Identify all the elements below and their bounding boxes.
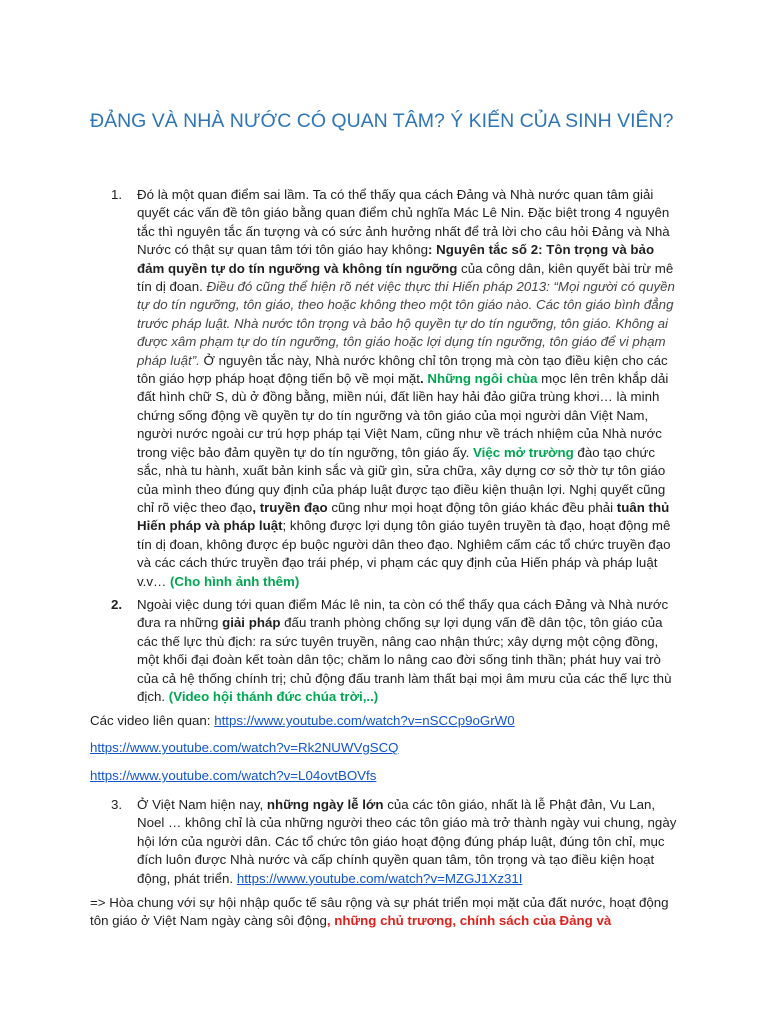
text: đấu tranh phòng chống sự lợi dụng vấn đề dân tộc, tôn giáo của các thế lực thù địch: ra sức tuyên truyền, nâng cao nhận thức; xây dựng một cộng đồng, một khối đại đoàn kết toàn dân tộc; chăm lo nâng cao đời sống tinh thần; phát huy vai trò của cả hệ thống chính trị; chủ động đấu tranh làm thất bại mọi âm mưu của các thế lực thù địch. <box>137 615 672 705</box>
bold-text: những ngày lễ lớn <box>266 797 384 812</box>
video-link-1[interactable]: https://www.youtube.com/watch?v=nSCCp9oGrW0 <box>214 713 515 728</box>
bold-text: . <box>419 371 424 387</box>
conclusion <box>90 894 680 931</box>
page-title: ĐẢNG VÀ NHÀ NƯỚC CÓ QUAN TÂM? Ý KIẾN CỦA SINH VIÊN? <box>90 110 674 132</box>
video-link-row-2 <box>90 739 680 757</box>
text: đào tạo chức sắc, nhà tu hành, xuất bản kinh sắc và giữ gìn, sửa chữa, xây dựng cơ sở thờ tự tôn giáo của mình theo đúng quy định của pháp luật được tạo điều kiện thuận lợi. Nghị quyết cũng chỉ rõ việc theo đạo <box>137 444 666 515</box>
list-item-2 <box>111 596 677 706</box>
green-highlight: (Cho hình ảnh thêm) <box>170 573 300 589</box>
video-link-4[interactable]: https://www.youtube.com/watch?v=MZGJ1Xz31I <box>236 870 523 886</box>
text: Đó là một quan điểm sai lầm. Ta có thể thấy qua cách Đảng và Nhà nước quan tâm giải quyết các vấn đề tôn giáo bằng quan điểm chủ nghĩa Mác Lê Nin. Đặc biệt trong 4 nguyên tắc thì nguyên tắc ấn tượng và có sức ảnh hưởng nhất để trả lời cho câu hỏi Đảng và Nhà Nước có thật sự quan tâm tới tôn giáo hay không <box>137 187 670 258</box>
green-highlight: Việc mở trường <box>473 444 574 460</box>
text: ; không được lợi dụng tôn giáo tuyên truyền tà đạo, hoạt động mê tín dị đoan, không được ép buộc người dân theo đạo. Nghiêm cấm các tổ chức truyền đạo và các cách thức truyền đạo trái phép, vi phạm các quy định của Hiến pháp và pháp luật v.v… <box>137 518 671 589</box>
red-highlight: , những chủ trương, chính sách của Đảng và <box>326 913 612 929</box>
text: của công dân, kiên quyết bài trừ mê tín dị đoan. <box>137 260 674 295</box>
list-number: 2. <box>111 597 123 612</box>
bold-text: giải pháp <box>222 615 281 631</box>
list-number: 1. <box>111 187 123 202</box>
text: của các tôn giáo, nhất là lễ Phật đản, Vu Lan, Noel … không chỉ là của những người theo các tôn giáo mà trở thành ngày vui chung, ngày hội lớn của người dân. Các tổ chức tôn giáo hoạt động đúng pháp luật, đúng tôn chỉ, mục đích luôn được Nhà nước và cấp chính quyền quan tâm, tôn trọng và tạo điều kiện hoạt động, phát triển. <box>137 797 677 886</box>
text: Ở nguyên tắc này, Nhà nước không chỉ tôn trọng mà còn tạo điều kiện cho các tôn giáo hợp pháp hoạt động tiến bộ về mọi mặt <box>137 352 668 387</box>
green-highlight: Những ngôi chùa <box>427 371 538 387</box>
bold-text: : Nguyên tắc số 2: Tôn trọng và bảo đảm quyền tự do tín ngưỡng và không tín ngưỡng <box>137 242 655 276</box>
green-highlight: (Video hội thánh đức chúa trời,..) <box>168 689 379 705</box>
bold-text: tuân thủ Hiến pháp và pháp luật <box>137 499 670 534</box>
text: Ngoài việc dung tới quan điểm Mác lê nin, ta còn có thể thấy qua cách Đảng và Nhà nước đưa ra những <box>137 597 669 631</box>
list-item-3 <box>111 796 677 888</box>
list-number: 3. <box>111 797 123 812</box>
text: Ở Việt Nam hiện nay, <box>137 797 267 812</box>
list-item-1 <box>111 186 677 591</box>
text: cũng như mọi hoạt động tôn giáo khác đều phải <box>327 499 617 515</box>
video-link-row-3 <box>90 767 680 785</box>
video-link-2[interactable]: https://www.youtube.com/watch?v=Rk2NUWVgSCQ <box>90 740 399 755</box>
video-link-3[interactable]: https://www.youtube.com/watch?v=L04ovtBOVfs <box>90 768 377 783</box>
bold-text: , truyền đạo <box>252 499 328 515</box>
text: => Hòa chung với sự hội nhập quốc tế sâu rộng và sự phát triển mọi mặt của đất nước, hoạt động tôn giáo ở Việt Nam ngày càng sôi động <box>90 895 669 929</box>
italic-quote: Điều đó cũng thể hiện rõ nét việc thực thi Hiến pháp 2013: “Mọi người có quyền tự do tín ngưỡng, tôn giáo, theo hoặc không theo một tôn giáo nào. Các tôn giáo bình đẳng trước pháp luật. Nhà nước tôn trọng và bảo hộ quyền tự do tín ngưỡng, tôn giáo. Không ai được xâm phạm tự do tín ngưỡng, tôn giáo hoặc lợi dụng tín ngưỡng, tôn giáo để vi phạm pháp luật”. <box>137 279 675 368</box>
related-videos <box>90 712 680 730</box>
text: mọc lên trên khắp dải đất hình chữ S, dù ở đồng bằng, miền núi, đất liền hay hải đảo giữa trùng khơi… là minh chứng sống động về quyền tự do tín ngưỡng và tôn giáo của mọi người dân Việt Nam, người nước ngoài cư trú hợp pháp tại Việt Nam, cũng như về trách nhiệm của Nhà nước trong việc bảo đảm quyền tự do tín ngưỡng, tôn giáo ấy. <box>137 371 669 460</box>
videos-label: Các video liên quan: <box>90 713 215 728</box>
